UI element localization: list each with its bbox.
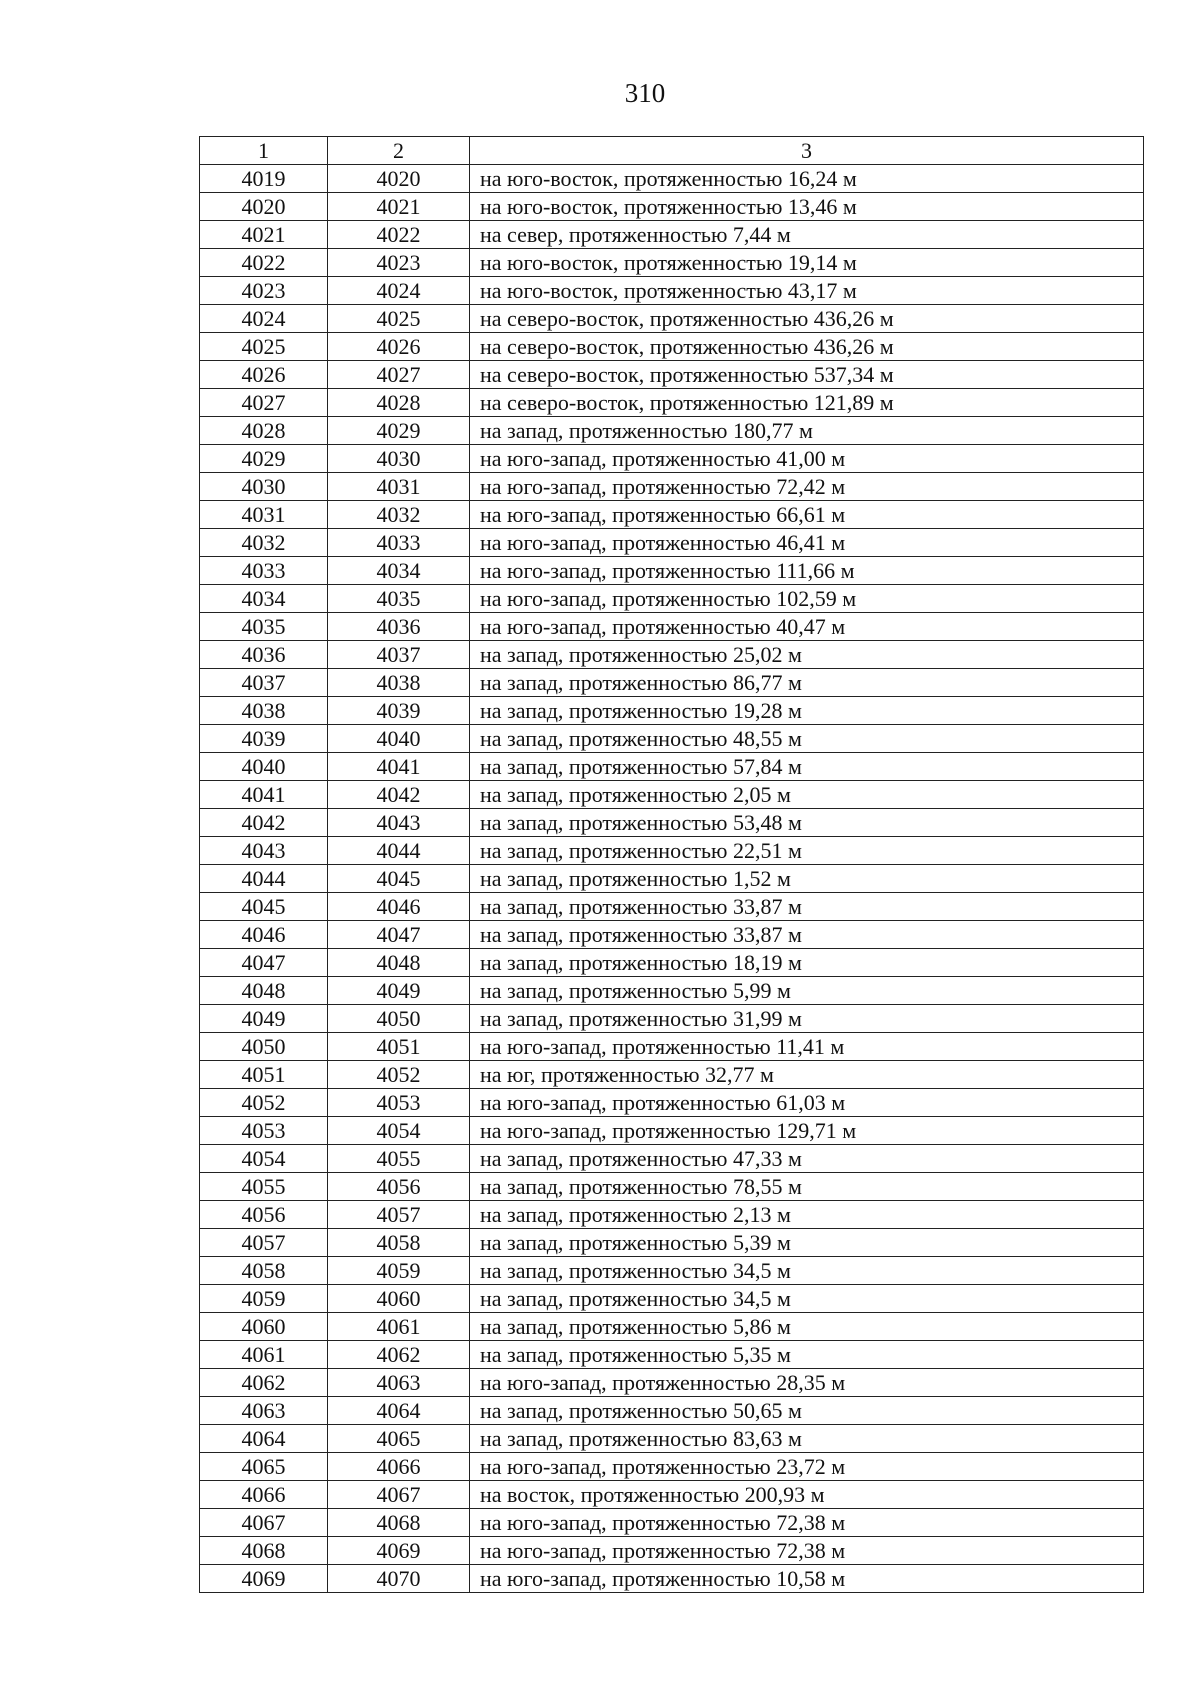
point-to-cell: 4021 [328,193,470,221]
point-from-cell: 4042 [200,809,328,837]
point-to-cell: 4060 [328,1285,470,1313]
table-row [200,473,1144,501]
point-from-cell: 4050 [200,1033,328,1061]
direction-length-cell: на юго-запад, протяженностью 61,03 м [470,1089,1144,1117]
page-number: 310 [624,78,666,108]
table-row [200,1229,1144,1257]
direction-length-cell: на запад, протяженностью 33,87 м [470,921,1144,949]
table-body [200,137,1144,1593]
direction-length-cell: на запад, протяженностью 57,84 м [470,753,1144,781]
table-row [200,977,1144,1005]
point-to-cell: 4036 [328,613,470,641]
direction-length-cell: на юго-запад, протяженностью 46,41 м [470,529,1144,557]
column-header-3: 3 [470,137,1144,165]
point-from-cell: 4043 [200,837,328,865]
point-from-cell: 4053 [200,1117,328,1145]
table-row [200,221,1144,249]
point-from-cell: 4048 [200,977,328,1005]
table-row [200,1117,1144,1145]
direction-length-cell: на северо-восток, протяженностью 121,89 м [470,389,1144,417]
table-row [200,1145,1144,1173]
point-from-cell: 4056 [200,1201,328,1229]
table-row [200,837,1144,865]
table-row [200,1481,1144,1509]
point-to-cell: 4042 [328,781,470,809]
point-from-cell: 4052 [200,1089,328,1117]
point-from-cell: 4022 [200,249,328,277]
direction-length-cell: на запад, протяженностью 33,87 м [470,893,1144,921]
point-from-cell: 4032 [200,529,328,557]
direction-length-cell: на запад, протяженностью 83,63 м [470,1425,1144,1453]
table-row [200,1565,1144,1593]
direction-length-cell: на запад, протяженностью 86,77 м [470,669,1144,697]
point-from-cell: 4068 [200,1537,328,1565]
point-to-cell: 4053 [328,1089,470,1117]
table-row [200,1201,1144,1229]
point-to-cell: 4067 [328,1481,470,1509]
direction-length-cell: на север, протяженностью 7,44 м [470,221,1144,249]
point-to-cell: 4030 [328,445,470,473]
direction-length-cell: на запад, протяженностью 53,48 м [470,809,1144,837]
direction-length-cell: на юго-запад, протяженностью 111,66 м [470,557,1144,585]
table-row [200,1005,1144,1033]
point-to-cell: 4056 [328,1173,470,1201]
table-row [200,193,1144,221]
point-from-cell: 4064 [200,1425,328,1453]
point-from-cell: 4059 [200,1285,328,1313]
direction-length-cell: на запад, протяженностью 2,05 м [470,781,1144,809]
table-row [200,725,1144,753]
point-to-cell: 4027 [328,361,470,389]
direction-length-cell: на запад, протяженностью 31,99 м [470,1005,1144,1033]
point-from-cell: 4038 [200,697,328,725]
direction-length-cell: на юго-запад, протяженностью 41,00 м [470,445,1144,473]
point-to-cell: 4057 [328,1201,470,1229]
table-row [200,753,1144,781]
point-from-cell: 4047 [200,949,328,977]
point-to-cell: 4043 [328,809,470,837]
direction-length-cell: на северо-восток, протяженностью 436,26 м [470,333,1144,361]
table-row [200,1369,1144,1397]
point-to-cell: 4066 [328,1453,470,1481]
direction-length-cell: на запад, протяженностью 47,33 м [470,1145,1144,1173]
table-row [200,529,1144,557]
direction-length-cell: на запад, протяженностью 5,86 м [470,1313,1144,1341]
direction-length-cell: на юго-запад, протяженностью 129,71 м [470,1117,1144,1145]
point-from-cell: 4051 [200,1061,328,1089]
point-to-cell: 4040 [328,725,470,753]
point-from-cell: 4066 [200,1481,328,1509]
direction-length-cell: на запад, протяженностью 48,55 м [470,725,1144,753]
point-from-cell: 4039 [200,725,328,753]
table-row [200,865,1144,893]
table-row [200,781,1144,809]
point-to-cell: 4028 [328,389,470,417]
table-row [200,165,1144,193]
table-row [200,305,1144,333]
table-row [200,333,1144,361]
point-from-cell: 4031 [200,501,328,529]
direction-length-cell: на северо-восток, протяженностью 537,34 м [470,361,1144,389]
table-row [200,417,1144,445]
table-row [200,1453,1144,1481]
point-to-cell: 4034 [328,557,470,585]
direction-length-cell: на запад, протяженностью 2,13 м [470,1201,1144,1229]
point-from-cell: 4049 [200,1005,328,1033]
point-to-cell: 4029 [328,417,470,445]
point-to-cell: 4063 [328,1369,470,1397]
point-from-cell: 4045 [200,893,328,921]
direction-length-cell: на юго-запад, протяженностью 72,38 м [470,1537,1144,1565]
table-row [200,501,1144,529]
direction-length-cell: на юго-восток, протяженностью 43,17 м [470,277,1144,305]
point-from-cell: 4037 [200,669,328,697]
direction-length-cell: на юго-восток, протяженностью 16,24 м [470,165,1144,193]
direction-length-cell: на запад, протяженностью 180,77 м [470,417,1144,445]
direction-length-cell: на запад, протяженностью 22,51 м [470,837,1144,865]
point-from-cell: 4060 [200,1313,328,1341]
point-to-cell: 4045 [328,865,470,893]
point-to-cell: 4055 [328,1145,470,1173]
point-from-cell: 4027 [200,389,328,417]
point-from-cell: 4034 [200,585,328,613]
direction-length-cell: на восток, протяженностью 200,93 м [470,1481,1144,1509]
direction-length-cell: на юго-запад, протяженностью 10,58 м [470,1565,1144,1593]
direction-length-cell: на юг, протяженностью 32,77 м [470,1061,1144,1089]
point-from-cell: 4065 [200,1453,328,1481]
point-from-cell: 4046 [200,921,328,949]
table-row [200,1537,1144,1565]
point-from-cell: 4029 [200,445,328,473]
table-row [200,1425,1144,1453]
point-to-cell: 4023 [328,249,470,277]
point-from-cell: 4055 [200,1173,328,1201]
point-to-cell: 4026 [328,333,470,361]
point-to-cell: 4044 [328,837,470,865]
direction-length-cell: на юго-запад, протяженностью 23,72 м [470,1453,1144,1481]
table-row [200,557,1144,585]
table-row [200,697,1144,725]
table-row [200,949,1144,977]
point-to-cell: 4046 [328,893,470,921]
table-row [200,613,1144,641]
table-row [200,1089,1144,1117]
point-from-cell: 4069 [200,1565,328,1593]
direction-length-cell: на северо-восток, протяженностью 436,26 м [470,305,1144,333]
direction-length-cell: на юго-запад, протяженностью 66,61 м [470,501,1144,529]
point-from-cell: 4025 [200,333,328,361]
point-to-cell: 4033 [328,529,470,557]
direction-length-cell: на запад, протяженностью 25,02 м [470,641,1144,669]
point-to-cell: 4035 [328,585,470,613]
point-from-cell: 4035 [200,613,328,641]
point-to-cell: 4049 [328,977,470,1005]
table-row [200,1173,1144,1201]
table-row [200,1033,1144,1061]
point-from-cell: 4057 [200,1229,328,1257]
point-from-cell: 4020 [200,193,328,221]
point-to-cell: 4048 [328,949,470,977]
point-to-cell: 4052 [328,1061,470,1089]
table-row [200,1061,1144,1089]
point-to-cell: 4041 [328,753,470,781]
direction-length-cell: на запад, протяженностью 5,35 м [470,1341,1144,1369]
table-row [200,1313,1144,1341]
direction-length-cell: на юго-запад, протяженностью 72,42 м [470,473,1144,501]
point-to-cell: 4050 [328,1005,470,1033]
point-from-cell: 4028 [200,417,328,445]
point-to-cell: 4065 [328,1425,470,1453]
point-to-cell: 4047 [328,921,470,949]
point-from-cell: 4044 [200,865,328,893]
table-row [200,1509,1144,1537]
point-from-cell: 4054 [200,1145,328,1173]
header-row [200,137,1144,165]
point-to-cell: 4024 [328,277,470,305]
column-header-2: 2 [328,137,470,165]
point-to-cell: 4051 [328,1033,470,1061]
point-from-cell: 4062 [200,1369,328,1397]
direction-length-cell: на запад, протяженностью 50,65 м [470,1397,1144,1425]
point-from-cell: 4058 [200,1257,328,1285]
table-row [200,809,1144,837]
point-to-cell: 4061 [328,1313,470,1341]
direction-length-cell: на запад, протяженностью 18,19 м [470,949,1144,977]
point-to-cell: 4062 [328,1341,470,1369]
point-to-cell: 4025 [328,305,470,333]
table-row [200,1341,1144,1369]
point-from-cell: 4030 [200,473,328,501]
direction-length-cell: на юго-восток, протяженностью 13,46 м [470,193,1144,221]
direction-length-cell: на запад, протяженностью 5,99 м [470,977,1144,1005]
point-from-cell: 4033 [200,557,328,585]
point-to-cell: 4022 [328,221,470,249]
point-to-cell: 4031 [328,473,470,501]
point-from-cell: 4021 [200,221,328,249]
table-row [200,445,1144,473]
point-from-cell: 4024 [200,305,328,333]
point-to-cell: 4038 [328,669,470,697]
point-from-cell: 4019 [200,165,328,193]
point-to-cell: 4032 [328,501,470,529]
direction-length-cell: на запад, протяженностью 5,39 м [470,1229,1144,1257]
point-to-cell: 4039 [328,697,470,725]
table-row [200,1285,1144,1313]
table-row [200,669,1144,697]
direction-length-cell: на юго-запад, протяженностью 11,41 м [470,1033,1144,1061]
point-to-cell: 4059 [328,1257,470,1285]
table-row [200,1257,1144,1285]
point-from-cell: 4026 [200,361,328,389]
point-from-cell: 4063 [200,1397,328,1425]
point-to-cell: 4068 [328,1509,470,1537]
point-to-cell: 4058 [328,1229,470,1257]
table-row [200,249,1144,277]
table-row [200,389,1144,417]
point-from-cell: 4036 [200,641,328,669]
direction-length-cell: на юго-запад, протяженностью 28,35 м [470,1369,1144,1397]
direction-length-cell: на запад, протяженностью 78,55 м [470,1173,1144,1201]
direction-length-cell: на юго-запад, протяженностью 72,38 м [470,1509,1144,1537]
point-to-cell: 4020 [328,165,470,193]
table-row [200,361,1144,389]
point-to-cell: 4069 [328,1537,470,1565]
direction-length-cell: на запад, протяженностью 34,5 м [470,1285,1144,1313]
table-row [200,1397,1144,1425]
point-from-cell: 4040 [200,753,328,781]
point-to-cell: 4064 [328,1397,470,1425]
point-from-cell: 4061 [200,1341,328,1369]
column-header-1: 1 [200,137,328,165]
table-row [200,921,1144,949]
point-to-cell: 4037 [328,641,470,669]
table-row [200,585,1144,613]
direction-length-cell: на запад, протяженностью 1,52 м [470,865,1144,893]
point-to-cell: 4070 [328,1565,470,1593]
table-row [200,277,1144,305]
table-row [200,893,1144,921]
point-to-cell: 4054 [328,1117,470,1145]
table-row [200,641,1144,669]
direction-length-cell: на юго-запад, протяженностью 40,47 м [470,613,1144,641]
point-from-cell: 4067 [200,1509,328,1537]
point-from-cell: 4023 [200,277,328,305]
direction-length-cell: на запад, протяженностью 19,28 м [470,697,1144,725]
boundary-table [199,136,1144,1593]
direction-length-cell: на юго-запад, протяженностью 102,59 м [470,585,1144,613]
point-from-cell: 4041 [200,781,328,809]
direction-length-cell: на запад, протяженностью 34,5 м [470,1257,1144,1285]
direction-length-cell: на юго-восток, протяженностью 19,14 м [470,249,1144,277]
